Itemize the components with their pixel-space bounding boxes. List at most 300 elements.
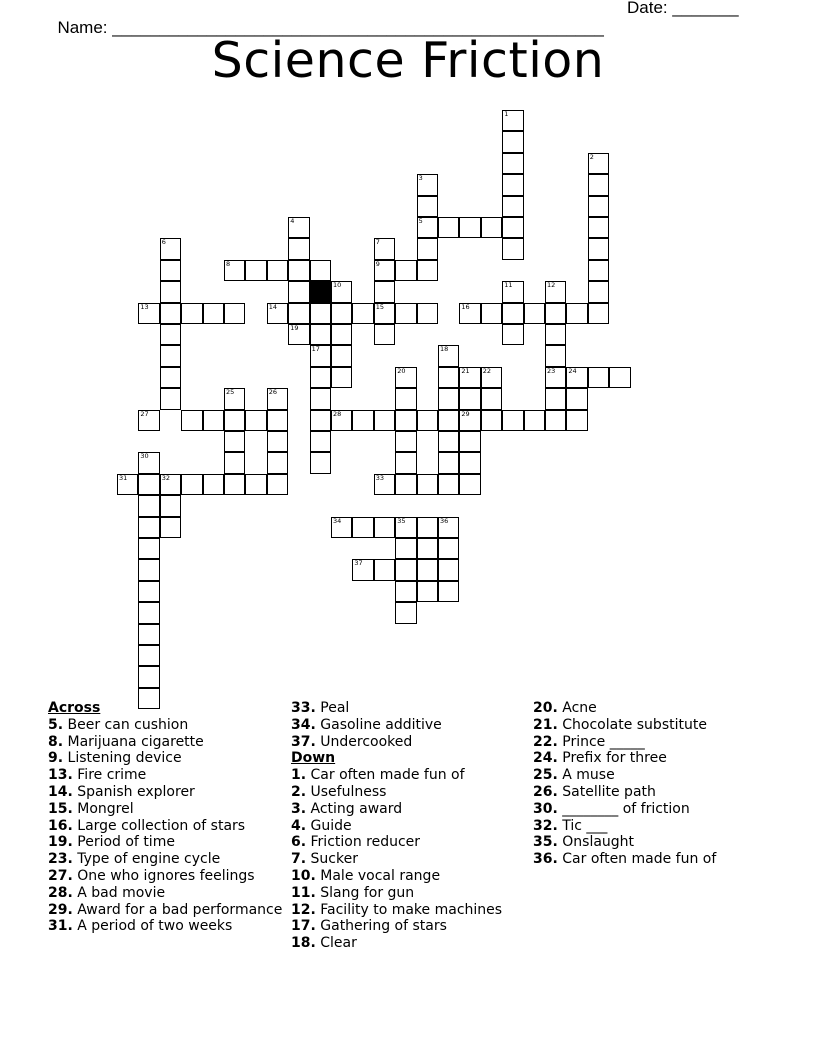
clue-item-number: 8. [48, 733, 64, 750]
grid-cell[interactable] [374, 281, 395, 302]
grid-cell[interactable] [310, 324, 331, 345]
grid-cell[interactable] [267, 474, 288, 495]
grid-cell[interactable] [395, 474, 416, 495]
grid-cell[interactable] [138, 517, 159, 538]
grid-cell[interactable] [395, 431, 416, 452]
clue-item [533, 834, 778, 851]
grid-cell[interactable] [138, 559, 159, 580]
grid-cell[interactable] [481, 367, 502, 388]
grid-cell[interactable] [417, 474, 438, 495]
clue-number: 17 [311, 345, 320, 354]
grid-cell[interactable] [566, 388, 587, 409]
grid-cell[interactable] [395, 602, 416, 623]
clue-item [533, 818, 778, 835]
grid-cell[interactable] [395, 581, 416, 602]
clue-item-text: Chocolate substitute [562, 716, 707, 733]
grid-cell[interactable] [417, 410, 438, 431]
clue-item-text: Fire crime [77, 767, 147, 784]
clue-item-number: 32. [533, 817, 558, 834]
grid-cell[interactable] [588, 153, 609, 174]
clue-item-number: 13. [48, 767, 73, 784]
clue-item [48, 717, 293, 734]
grid-cell[interactable] [502, 174, 523, 195]
grid-cell[interactable] [245, 410, 266, 431]
grid-cell[interactable] [588, 303, 609, 324]
clue-item-text: Usefulness [310, 783, 387, 800]
clue-item-text: Acting award [310, 800, 403, 817]
grid-cell[interactable] [417, 217, 438, 238]
clue-number: 31 [119, 473, 128, 482]
grid-cell[interactable] [224, 431, 245, 452]
grid-cell[interactable] [438, 581, 459, 602]
grid-cell[interactable] [331, 303, 352, 324]
grid-cell[interactable] [417, 238, 438, 259]
grid-cell[interactable] [160, 495, 181, 516]
clue-item-text: Large collection of stars [77, 817, 246, 834]
clue-item-number: 22. [533, 733, 558, 750]
grid-cell[interactable] [502, 131, 523, 152]
grid-cell[interactable] [438, 452, 459, 473]
grid-cell[interactable] [459, 367, 480, 388]
clue-item-number: 28. [48, 884, 73, 901]
clue-item-number: 17. [291, 918, 316, 935]
grid-cell[interactable] [545, 367, 566, 388]
clue-item [533, 717, 778, 734]
grid-cell[interactable] [288, 324, 309, 345]
clue-item-text: Period of time [77, 834, 175, 851]
clue-number: 8 [226, 259, 231, 268]
grid-cell[interactable] [138, 474, 159, 495]
grid-cell[interactable] [395, 452, 416, 473]
clue-number: 21 [461, 366, 470, 375]
grid-cell[interactable] [395, 410, 416, 431]
grid-cell[interactable] [566, 367, 587, 388]
grid-cell[interactable] [438, 367, 459, 388]
grid-cell[interactable] [331, 367, 352, 388]
grid-cell[interactable] [310, 303, 331, 324]
clues-column-1 [48, 700, 293, 935]
grid-cell[interactable] [502, 196, 523, 217]
grid-cell[interactable] [417, 538, 438, 559]
grid-cell[interactable] [481, 410, 502, 431]
clue-item-text: Clear [320, 935, 357, 952]
grid-cell[interactable] [288, 303, 309, 324]
clue-number: 12 [547, 281, 556, 290]
grid-cell[interactable] [395, 388, 416, 409]
clue-item-number: 20. [533, 700, 558, 716]
clue-number: 1 [504, 110, 509, 118]
clue-item-number: 6. [291, 834, 307, 851]
grid-cell[interactable] [331, 324, 352, 345]
grid-cell[interactable] [417, 174, 438, 195]
grid-cell[interactable] [117, 474, 138, 495]
grid-cell[interactable] [138, 645, 159, 666]
name-field[interactable]: Name: ____________________________________________________ [57, 18, 604, 37]
grid-cell[interactable] [459, 410, 480, 431]
grid-cell[interactable] [160, 517, 181, 538]
grid-cell[interactable] [417, 559, 438, 580]
grid-cell[interactable] [545, 281, 566, 302]
grid-cell[interactable] [310, 452, 331, 473]
clue-item [291, 700, 536, 717]
grid-cell[interactable] [545, 324, 566, 345]
clue-item-number: 35. [533, 834, 558, 851]
clue-item [291, 818, 536, 835]
clue-item-text: Marijuana cigarette [67, 733, 204, 750]
grid-cell[interactable] [374, 303, 395, 324]
clue-item-number: 29. [48, 901, 73, 918]
grid-cell[interactable] [138, 410, 159, 431]
grid-cell[interactable] [224, 410, 245, 431]
grid-cell[interactable] [288, 260, 309, 281]
grid-cell[interactable] [267, 303, 288, 324]
grid-cell[interactable] [138, 581, 159, 602]
grid-cell[interactable] [267, 410, 288, 431]
grid-cell[interactable] [138, 303, 159, 324]
grid-cell[interactable] [310, 345, 331, 366]
clue-item [48, 818, 293, 835]
grid-cell[interactable] [395, 559, 416, 580]
grid-cell[interactable] [288, 281, 309, 302]
clue-number: 18 [440, 345, 449, 354]
clue-number: 9 [375, 259, 380, 268]
clue-number: 34 [333, 516, 342, 525]
grid-cell[interactable] [566, 410, 587, 431]
grid-cell[interactable] [267, 388, 288, 409]
grid-cell[interactable] [459, 431, 480, 452]
grid-cell[interactable] [438, 388, 459, 409]
clue-number: 28 [333, 409, 342, 418]
grid-cell[interactable] [224, 474, 245, 495]
clue-number: 5 [418, 217, 423, 225]
grid-cell[interactable] [160, 367, 181, 388]
clue-number: 36 [440, 516, 449, 525]
clue-item-text: Beer can cushion [67, 716, 189, 733]
grid-cell[interactable] [267, 452, 288, 473]
grid-cell[interactable] [545, 388, 566, 409]
clue-number: 32 [161, 473, 171, 482]
clue-item [291, 767, 536, 784]
grid-cell[interactable] [160, 303, 181, 324]
clue-item-text: A period of two weeks [77, 918, 233, 935]
clue-item-number: 33. [291, 700, 316, 716]
grid-cell[interactable] [224, 388, 245, 409]
clue-item-number: 7. [291, 851, 307, 868]
grid-block [310, 281, 331, 302]
grid-cell[interactable] [481, 388, 502, 409]
clue-number: 24 [568, 366, 577, 375]
grid-cell[interactable] [417, 517, 438, 538]
grid-cell[interactable] [374, 517, 395, 538]
clue-item-text: Gasoline additive [320, 716, 442, 733]
grid-cell[interactable] [160, 281, 181, 302]
grid-cell[interactable] [224, 303, 245, 324]
grid-cell[interactable] [224, 452, 245, 473]
clues-column-3 [533, 700, 778, 868]
clue-item-number: 31. [48, 918, 73, 935]
clue-item-number: 4. [291, 817, 307, 834]
grid-cell[interactable] [609, 367, 630, 388]
clue-item-text: Prince _____ [562, 733, 645, 750]
grid-cell[interactable] [588, 260, 609, 281]
grid-cell[interactable] [502, 238, 523, 259]
clue-item-text: Onslaught [562, 834, 635, 851]
grid-cell[interactable] [160, 474, 181, 495]
clue-item [291, 734, 536, 751]
clue-number: 30 [140, 452, 149, 461]
clue-item [48, 834, 293, 851]
clue-item [48, 851, 293, 868]
grid-cell[interactable] [502, 217, 523, 238]
clue-number: 4 [290, 217, 295, 225]
clue-item-text: Guide [310, 817, 352, 834]
grid-cell[interactable] [310, 388, 331, 409]
grid-cell[interactable] [138, 452, 159, 473]
grid-cell[interactable] [588, 217, 609, 238]
grid-cell[interactable] [395, 517, 416, 538]
grid-cell[interactable] [502, 153, 523, 174]
grid-cell[interactable] [588, 238, 609, 259]
grid-cell[interactable] [502, 281, 523, 302]
grid-cell[interactable] [524, 410, 545, 431]
grid-cell[interactable] [481, 303, 502, 324]
grid-cell[interactable] [459, 303, 480, 324]
clue-number: 6 [161, 238, 166, 247]
grid-cell[interactable] [138, 602, 159, 623]
clue-item-text: Gathering of stars [320, 918, 447, 935]
clue-number: 14 [268, 302, 278, 311]
grid-cell[interactable] [181, 474, 202, 495]
clue-item-text: Spanish explorer [77, 783, 195, 800]
grid-cell[interactable] [502, 303, 523, 324]
grid-cell[interactable] [138, 624, 159, 645]
grid-cell[interactable] [160, 238, 181, 259]
clue-item-number: 27. [48, 867, 73, 884]
clue-item [48, 734, 293, 751]
page-title: Science Friction [211, 32, 605, 89]
clue-item [48, 918, 293, 935]
grid-cell[interactable] [588, 174, 609, 195]
grid-cell[interactable] [395, 303, 416, 324]
clue-number: 26 [268, 388, 278, 397]
clue-item [291, 784, 536, 801]
clue-item [533, 734, 778, 751]
grid-cell[interactable] [588, 367, 609, 388]
grid-cell[interactable] [310, 431, 331, 452]
clue-item [48, 902, 293, 919]
grid-cell[interactable] [352, 410, 373, 431]
clue-item-number: 19. [48, 834, 73, 851]
grid-cell[interactable] [374, 324, 395, 345]
clue-number: 23 [547, 366, 556, 375]
clue-item [533, 784, 778, 801]
clue-item [533, 750, 778, 767]
clue-number: 2 [589, 152, 594, 161]
clue-item [291, 717, 536, 734]
clue-number: 25 [226, 388, 235, 397]
clue-item [48, 750, 293, 767]
clue-item-number: 34. [291, 716, 316, 733]
clue-number: 3 [418, 174, 423, 183]
grid-cell[interactable] [181, 410, 202, 431]
clue-item-text: Type of engine cycle [77, 851, 221, 868]
grid-cell[interactable] [417, 581, 438, 602]
grid-cell[interactable] [160, 324, 181, 345]
clue-item-text: Peal [320, 700, 350, 716]
grid-cell[interactable] [459, 474, 480, 495]
clue-number: 27 [140, 409, 149, 418]
clue-item-number: 21. [533, 716, 558, 733]
grid-cell[interactable] [203, 410, 224, 431]
clue-item-number: 10. [291, 867, 316, 884]
clue-item-text: Listening device [67, 750, 182, 767]
grid-cell[interactable] [395, 367, 416, 388]
clue-item-text: Satellite path [562, 783, 656, 800]
grid-cell[interactable] [481, 217, 502, 238]
grid-cell[interactable] [181, 303, 202, 324]
grid-cell[interactable] [588, 196, 609, 217]
clue-number: 13 [140, 302, 149, 311]
grid-cell[interactable] [224, 260, 245, 281]
grid-cell[interactable] [545, 345, 566, 366]
grid-cell[interactable] [417, 260, 438, 281]
grid-cell[interactable] [417, 303, 438, 324]
grid-cell[interactable] [288, 238, 309, 259]
clue-item [48, 784, 293, 801]
clue-item-text: ________ of friction [562, 800, 690, 817]
grid-cell[interactable] [459, 217, 480, 238]
grid-cell[interactable] [288, 217, 309, 238]
clue-number: 37 [354, 559, 363, 568]
grid-cell[interactable] [267, 431, 288, 452]
grid-cell[interactable] [331, 345, 352, 366]
grid-cell[interactable] [395, 260, 416, 281]
clue-item-text: Mongrel [77, 800, 134, 817]
clue-number: 19 [290, 324, 299, 332]
clue-item-number: 3. [291, 800, 307, 817]
clue-item-text: Award for a bad performance [77, 901, 283, 918]
clues-heading: Across [48, 700, 101, 716]
grid-cell[interactable] [138, 538, 159, 559]
clue-item [48, 868, 293, 885]
grid-cell[interactable] [331, 281, 352, 302]
clue-item-number: 30. [533, 800, 558, 817]
clue-item [291, 801, 536, 818]
clue-item [291, 851, 536, 868]
clue-number: 10 [333, 281, 342, 290]
grid-cell[interactable] [438, 517, 459, 538]
clue-item-number: 25. [533, 767, 558, 784]
clue-item [291, 902, 536, 919]
grid-cell[interactable] [374, 559, 395, 580]
grid-cell[interactable] [502, 410, 523, 431]
clue-item [291, 885, 536, 902]
clue-item-number: 18. [291, 935, 316, 952]
clue-item-number: 16. [48, 817, 73, 834]
clue-item-text: Acne [562, 700, 597, 716]
grid-cell[interactable] [502, 324, 523, 345]
clue-item-number: 23. [48, 851, 73, 868]
grid-cell[interactable] [545, 410, 566, 431]
grid-cell[interactable] [459, 452, 480, 473]
grid-cell[interactable] [160, 345, 181, 366]
grid-cell[interactable] [203, 474, 224, 495]
grid-cell[interactable] [160, 388, 181, 409]
clue-item-text: Slang for gun [320, 884, 415, 901]
grid-cell[interactable] [566, 303, 587, 324]
grid-cell[interactable] [524, 303, 545, 324]
clue-item-text: Sucker [310, 851, 358, 868]
grid-cell[interactable] [310, 367, 331, 388]
clue-item [48, 767, 293, 784]
clue-number: 11 [504, 281, 513, 290]
grid-cell[interactable] [374, 410, 395, 431]
clue-item [291, 918, 536, 935]
grid-cell[interactable] [438, 345, 459, 366]
clue-item-number: 5. [48, 716, 64, 733]
clue-item-number: 36. [533, 851, 558, 868]
clue-item [48, 885, 293, 902]
grid-cell[interactable] [502, 110, 523, 131]
clues-column-2 [291, 700, 536, 952]
grid-cell[interactable] [267, 260, 288, 281]
grid-cell[interactable] [374, 260, 395, 281]
grid-cell[interactable] [395, 538, 416, 559]
clue-item-text: Car often made fun of [562, 851, 717, 868]
grid-cell[interactable] [438, 559, 459, 580]
grid-cell[interactable] [203, 303, 224, 324]
date-field[interactable]: Date: _______ [627, 0, 739, 17]
grid-cell[interactable] [310, 260, 331, 281]
grid-cell[interactable] [438, 431, 459, 452]
grid-cell[interactable] [245, 260, 266, 281]
grid-cell[interactable] [352, 517, 373, 538]
grid-cell[interactable] [245, 474, 266, 495]
grid-cell[interactable] [310, 410, 331, 431]
clue-item-text: Undercooked [320, 733, 413, 750]
clue-number: 20 [397, 366, 406, 375]
grid-cell[interactable] [588, 281, 609, 302]
grid-cell[interactable] [374, 238, 395, 259]
grid-cell[interactable] [545, 303, 566, 324]
grid-cell[interactable] [438, 538, 459, 559]
clue-item-text: Tic ___ [562, 817, 608, 834]
grid-cell[interactable] [352, 303, 373, 324]
grid-cell[interactable] [352, 559, 373, 580]
clues-heading: Down [291, 750, 336, 767]
grid-cell[interactable] [374, 474, 395, 495]
clue-number: 22 [482, 366, 492, 375]
clue-item-text: A bad movie [77, 884, 166, 901]
clue-item [291, 935, 536, 952]
grid-cell[interactable] [138, 666, 159, 687]
grid-cell[interactable] [331, 410, 352, 431]
clue-item [533, 767, 778, 784]
grid-cell[interactable] [138, 495, 159, 516]
grid-cell[interactable] [438, 410, 459, 431]
grid-cell[interactable] [438, 474, 459, 495]
clue-number: 15 [375, 302, 385, 311]
clue-item-number: 12. [291, 901, 316, 918]
grid-cell[interactable] [160, 260, 181, 281]
clue-item [533, 801, 778, 818]
clue-item-text: Friction reducer [310, 834, 421, 851]
grid-cell[interactable] [438, 217, 459, 238]
grid-cell[interactable] [331, 517, 352, 538]
clue-item-number: 9. [48, 750, 64, 767]
grid-cell[interactable] [459, 388, 480, 409]
grid-cell[interactable] [417, 196, 438, 217]
